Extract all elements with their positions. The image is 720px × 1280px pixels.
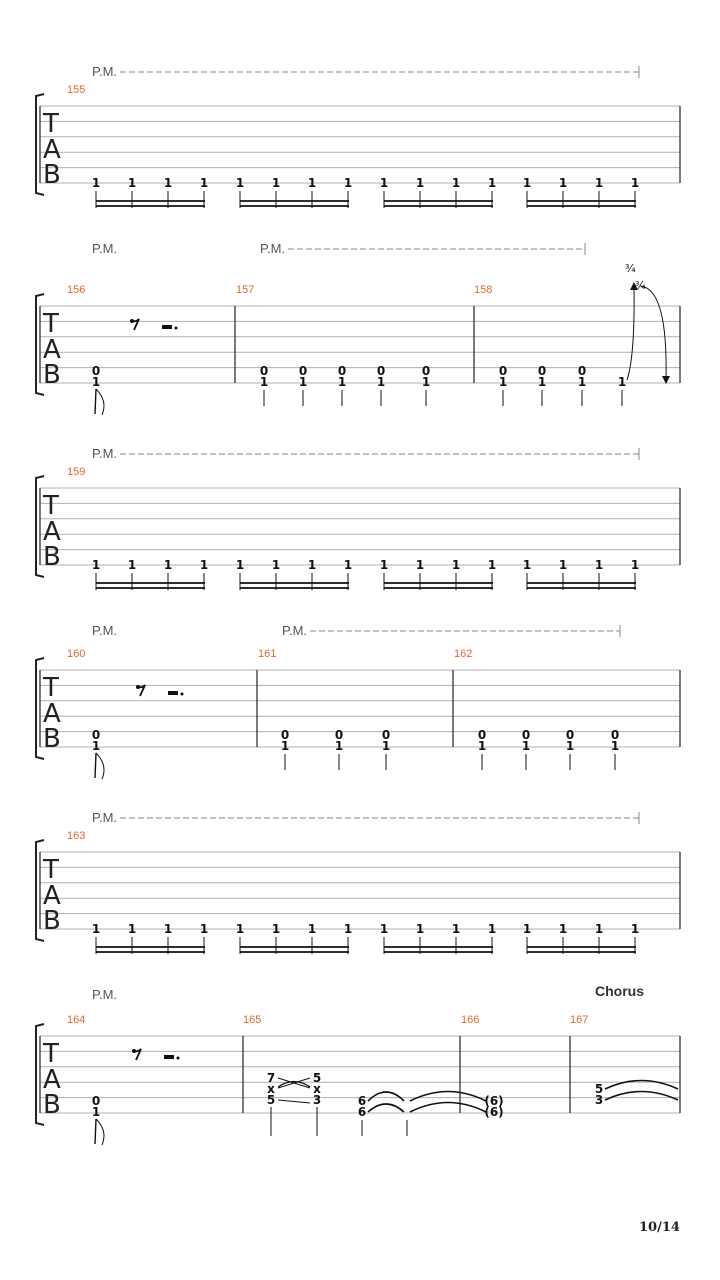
fret-number: 0 <box>280 728 290 742</box>
fret-number: 0 <box>477 728 487 742</box>
fret-number: 0 <box>565 728 575 742</box>
fret-number: 1 <box>558 176 568 190</box>
fret-number: 1 <box>415 558 425 572</box>
fret-number: 1 <box>235 558 245 572</box>
fret-number: 1 <box>451 176 461 190</box>
measure-number: 157 <box>236 284 255 296</box>
fret-number: 1 <box>521 739 531 753</box>
fret-number: 1 <box>451 558 461 572</box>
fret-number: 1 <box>91 176 101 190</box>
fret-number: 1 <box>127 558 137 572</box>
fret-number: 0 <box>381 728 391 742</box>
fret-number: 1 <box>610 739 620 753</box>
fret-number: 1 <box>487 558 497 572</box>
fret-number: 0 <box>298 364 308 378</box>
fret-number: 1 <box>307 176 317 190</box>
fret-number: (6) <box>484 1105 504 1119</box>
eighth-rest-dot <box>130 319 134 323</box>
fret-number: 1 <box>91 558 101 572</box>
measure-number: 163 <box>67 830 86 842</box>
fret-number: 1 <box>379 176 389 190</box>
fret-number: 1 <box>337 375 347 389</box>
fret-number: 1 <box>630 176 640 190</box>
fret-number: 1 <box>594 176 604 190</box>
dot <box>175 327 178 330</box>
tab-clef-a: A <box>43 135 61 165</box>
palm-mute-label: P.M. <box>260 241 286 256</box>
fret-number: (6) <box>484 1094 504 1108</box>
tab-clef-a: A <box>43 699 61 729</box>
measure-number: 159 <box>67 466 86 478</box>
fret-number: 1 <box>594 558 604 572</box>
measure-number: 166 <box>461 1014 480 1026</box>
fret-number: 5 <box>312 1071 322 1085</box>
measure-number: 158 <box>474 284 493 296</box>
measure-number: 155 <box>67 84 86 96</box>
tab-clef-a: A <box>43 1065 61 1095</box>
fret-number: 1 <box>91 922 101 936</box>
bend-amount: ¾ <box>625 262 636 275</box>
release-curve <box>640 286 666 380</box>
note-stem <box>95 753 96 778</box>
measure-number: 161 <box>258 648 277 660</box>
fret-number: 1 <box>487 176 497 190</box>
fret-number: 0 <box>521 728 531 742</box>
fret-number: 5 <box>266 1093 276 1107</box>
fret-number: 1 <box>558 558 568 572</box>
fret-number: 1 <box>163 922 173 936</box>
tie <box>368 1092 404 1101</box>
fret-number: 0 <box>376 364 386 378</box>
fret-number: 1 <box>91 375 101 389</box>
tab-clef-a: A <box>43 335 61 365</box>
fret-number: 1 <box>199 558 209 572</box>
fret-number: 0 <box>498 364 508 378</box>
fret-number: 3 <box>312 1093 322 1107</box>
half-rest <box>164 1055 174 1059</box>
fret-number: 6 <box>357 1094 367 1108</box>
fret-number: 6 <box>357 1105 367 1119</box>
tie <box>410 1092 486 1102</box>
palm-mute-label: P.M. <box>92 623 118 638</box>
fret-number: 0 <box>91 728 101 742</box>
section-marker-chorus: Chorus <box>595 983 644 999</box>
tab-clef-t: T <box>43 109 59 139</box>
fret-number: 3 <box>594 1093 604 1107</box>
eighth-rest-dot <box>136 685 140 689</box>
tie <box>605 1092 678 1101</box>
fret-number: 1 <box>630 922 640 936</box>
fret-number: 1 <box>421 375 431 389</box>
fret-number: 1 <box>271 558 281 572</box>
fret-number: 1 <box>522 922 532 936</box>
fret-number: 1 <box>558 922 568 936</box>
measure-number: 156 <box>67 284 86 296</box>
bend-curve <box>627 286 634 380</box>
tab-clef-a: A <box>43 517 61 547</box>
fret-number: 1 <box>343 176 353 190</box>
fret-number: 1 <box>127 922 137 936</box>
fret-number: x <box>313 1082 321 1096</box>
fret-number: 7 <box>266 1071 276 1085</box>
fret-number: x <box>267 1082 275 1096</box>
fret-number: 1 <box>522 558 532 572</box>
tab-clef-t: T <box>43 855 59 885</box>
fret-number: 1 <box>280 739 290 753</box>
fret-number: 1 <box>343 558 353 572</box>
fret-number: 1 <box>537 375 547 389</box>
tie-slur <box>96 1119 104 1145</box>
half-rest <box>162 325 172 329</box>
fret-number: 1 <box>617 375 627 389</box>
fret-number: 5 <box>594 1082 604 1096</box>
fret-number: 0 <box>610 728 620 742</box>
release-amount: ¾ <box>635 279 646 292</box>
fret-number: 0 <box>337 364 347 378</box>
tie <box>410 1103 486 1113</box>
fret-number: 0 <box>421 364 431 378</box>
measure-number: 160 <box>67 648 86 660</box>
fret-number: 1 <box>577 375 587 389</box>
fret-number: 1 <box>91 1105 101 1119</box>
tab-clef-b: B <box>43 906 61 936</box>
dot <box>177 1057 180 1060</box>
palm-mute-label: P.M. <box>282 623 308 638</box>
fret-number: 0 <box>91 1094 101 1108</box>
fret-number: 1 <box>498 375 508 389</box>
fret-number: 1 <box>594 922 604 936</box>
fret-number: 1 <box>376 375 386 389</box>
tab-clef-b: B <box>43 542 61 572</box>
palm-mute-label: P.M. <box>92 64 118 79</box>
fret-number: 1 <box>163 558 173 572</box>
tie-slur <box>96 753 104 779</box>
tab-clef-b: B <box>43 724 61 754</box>
fret-number: 1 <box>235 176 245 190</box>
fret-number: 1 <box>199 176 209 190</box>
tie-slur <box>96 389 104 415</box>
slide-line <box>278 1100 310 1103</box>
tab-clef-t: T <box>43 309 59 339</box>
fret-number: 1 <box>271 922 281 936</box>
fret-number: 1 <box>565 739 575 753</box>
fret-number: 1 <box>477 739 487 753</box>
fret-number: 0 <box>91 364 101 378</box>
fret-number: 1 <box>522 176 532 190</box>
fret-number: 1 <box>235 922 245 936</box>
measure-number: 164 <box>67 1014 86 1026</box>
fret-number: 1 <box>127 176 137 190</box>
palm-mute-label: P.M. <box>92 810 118 825</box>
fret-number: 1 <box>259 375 269 389</box>
fret-number: 1 <box>307 922 317 936</box>
fret-number: 0 <box>334 728 344 742</box>
note-stem <box>95 389 96 414</box>
fret-number: 1 <box>415 922 425 936</box>
fret-number: 1 <box>163 176 173 190</box>
fret-number: 0 <box>537 364 547 378</box>
eighth-rest-dot <box>132 1049 136 1053</box>
fret-number: 1 <box>379 558 389 572</box>
fret-number: 1 <box>451 922 461 936</box>
tab-clef-b: B <box>43 160 61 190</box>
tab-clef-b: B <box>43 1090 61 1120</box>
fret-number: 1 <box>199 922 209 936</box>
note-stem <box>95 1119 96 1144</box>
tab-clef-b: B <box>43 360 61 390</box>
fret-number: 0 <box>259 364 269 378</box>
fret-number: 1 <box>271 176 281 190</box>
fret-number: 1 <box>307 558 317 572</box>
tie <box>368 1104 404 1112</box>
measure-number: 165 <box>243 1014 262 1026</box>
tab-clef-t: T <box>43 673 59 703</box>
measure-number: 162 <box>454 648 473 660</box>
page-number: 10/14 <box>639 1220 680 1235</box>
measure-number: 167 <box>570 1014 589 1026</box>
fret-number: 1 <box>487 922 497 936</box>
tab-clef-t: T <box>43 491 59 521</box>
palm-mute-label: P.M. <box>92 987 118 1002</box>
fret-number: 1 <box>415 176 425 190</box>
tab-clef-t: T <box>43 1039 59 1069</box>
tab-clef-a: A <box>43 881 61 911</box>
fret-number: 1 <box>379 922 389 936</box>
fret-number: 1 <box>630 558 640 572</box>
fret-number: 0 <box>577 364 587 378</box>
palm-mute-label: P.M. <box>92 446 118 461</box>
fret-number: 1 <box>381 739 391 753</box>
half-rest <box>168 691 178 695</box>
fret-number: 1 <box>298 375 308 389</box>
dot <box>181 693 184 696</box>
fret-number: 1 <box>334 739 344 753</box>
fret-number: 1 <box>91 739 101 753</box>
palm-mute-label: P.M. <box>92 241 118 256</box>
fret-number: 1 <box>343 922 353 936</box>
